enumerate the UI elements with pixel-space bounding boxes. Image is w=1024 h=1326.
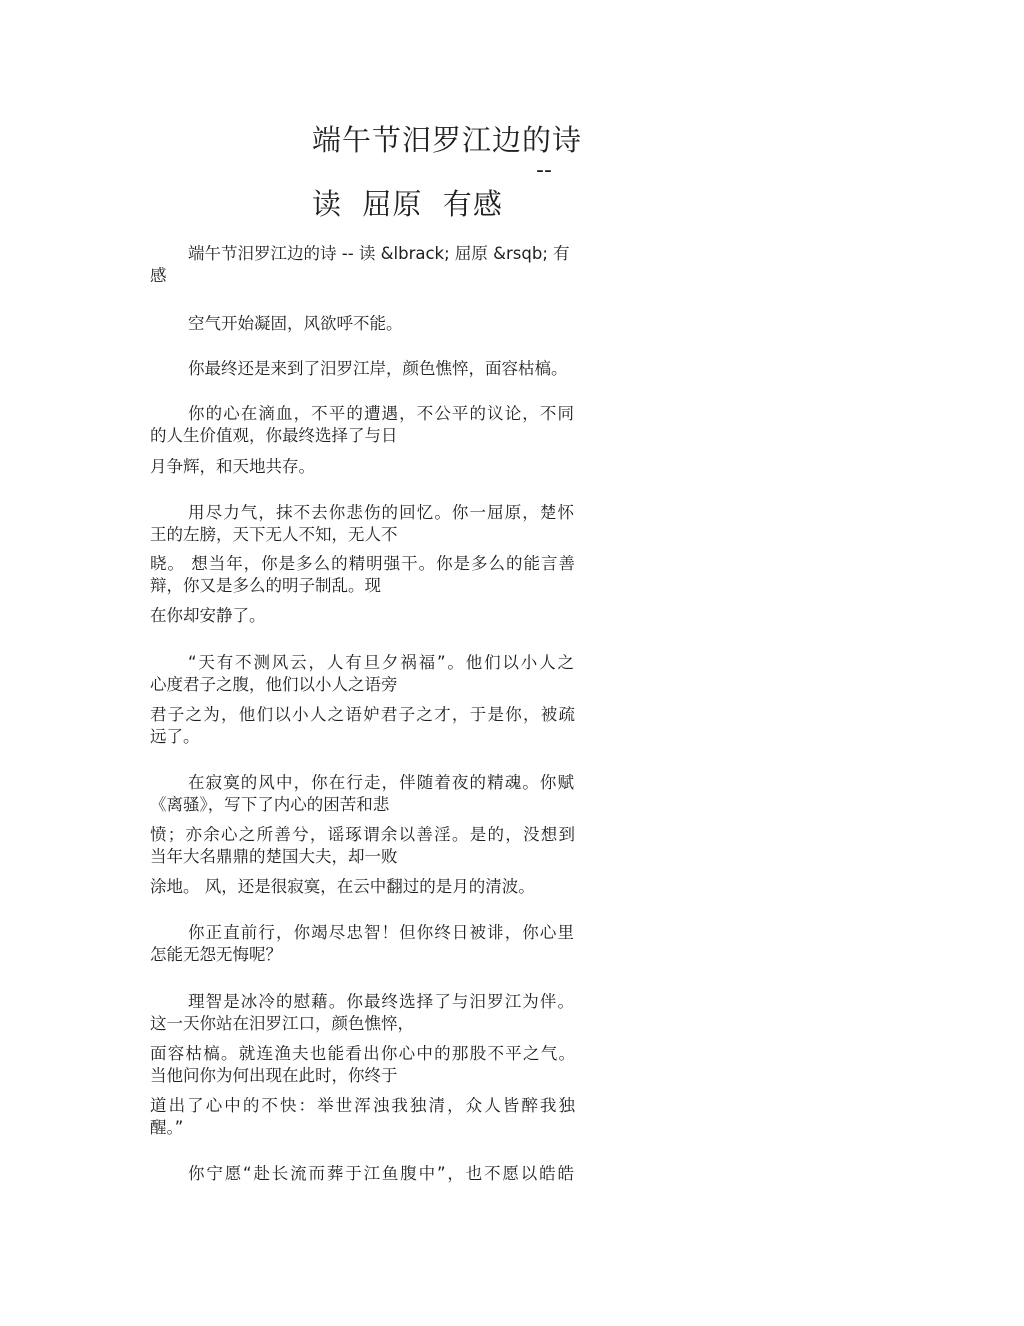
body-line: 在寂寞的风中，你在行走，伴随着夜的精魂。你赋 (188, 773, 574, 792)
body-line: 你宁愿“赴长流而葬于江鱼腹中”，也不愿以皓皓 (188, 1164, 574, 1183)
body-line: 愤；亦余心之所善兮，谣琢谓余以善淫。是的，没想到 (150, 825, 575, 844)
body-line: 空气开始凝固，风欲呼不能。 (188, 314, 403, 333)
body-line: 当他问你为何出现在此时，你终于 (150, 1066, 398, 1085)
body-line: 涂地。 风，还是很寂寞，在云中翻过的是月的清波。 (150, 877, 535, 896)
title-line-2: 读 屈原 有感 (312, 187, 503, 221)
body-line: 你的心在滴血，不平的遭遇，不公平的议论，不同 (188, 404, 574, 423)
body-line: 《离骚》，写下了内心的困苦和悲 (150, 795, 390, 814)
body-line: 远了。 (150, 727, 200, 746)
body-line: 理智是冰冷的慰藉。你最终选择了与汨罗江为伴。 (188, 992, 574, 1011)
body-line: 你正直前行，你竭尽忠智！但你终日被诽，你心里 (188, 923, 574, 942)
body-line: 感 (150, 266, 167, 285)
title-dash: -- (536, 158, 552, 183)
body-line: 怎能无怨无悔呢？ (150, 945, 282, 964)
body-line: “天有不测风云，人有旦夕祸福”。他们以小人之 (188, 653, 574, 672)
title-line-1: 端午节汨罗江边的诗 (312, 123, 583, 157)
body-line: 月争辉，和天地共存。 (150, 457, 315, 476)
body-line: 王的左膀，天下无人不知，无人不 (150, 525, 398, 544)
body-line: 在你却安静了。 (150, 606, 266, 625)
body-line: 醒。” (150, 1118, 184, 1137)
body-line: 辩，你又是多么的明子制乱。现 (150, 576, 381, 595)
body-line: 晓。 想当年，你是多么的精明强干。你是多么的能言善 (150, 554, 575, 573)
body-line: 面容枯槁。就连渔夫也能看出你心中的那股不平之气。 (150, 1044, 575, 1063)
body-line: 这一天你站在汨罗江口，颜色憔悴， (150, 1014, 414, 1033)
body-line: 的人生价值观，你最终选择了与日 (150, 426, 398, 445)
body-line: 君子之为，他们以小人之语妒君子之才，于是你，被疏 (150, 705, 575, 724)
body-line: 用尽力气，抹不去你悲伤的回忆。你一屈原，楚怀 (188, 503, 574, 522)
body-line: 心度君子之腹，他们以小人之语旁 (150, 675, 398, 694)
body-line: 你最终还是来到了汨罗江岸，颜色憔悴，面容枯槁。 (188, 359, 568, 378)
body-line: 端午节汨罗江边的诗 -- 读 &lbrack; 屈原 &rsqb; 有 (188, 244, 570, 263)
body-line: 道出了心中的不快：举世浑浊我独清，众人皆醉我独 (150, 1096, 575, 1115)
body-line: 当年大名鼎鼎的楚国大夫，却一败 (150, 847, 398, 866)
